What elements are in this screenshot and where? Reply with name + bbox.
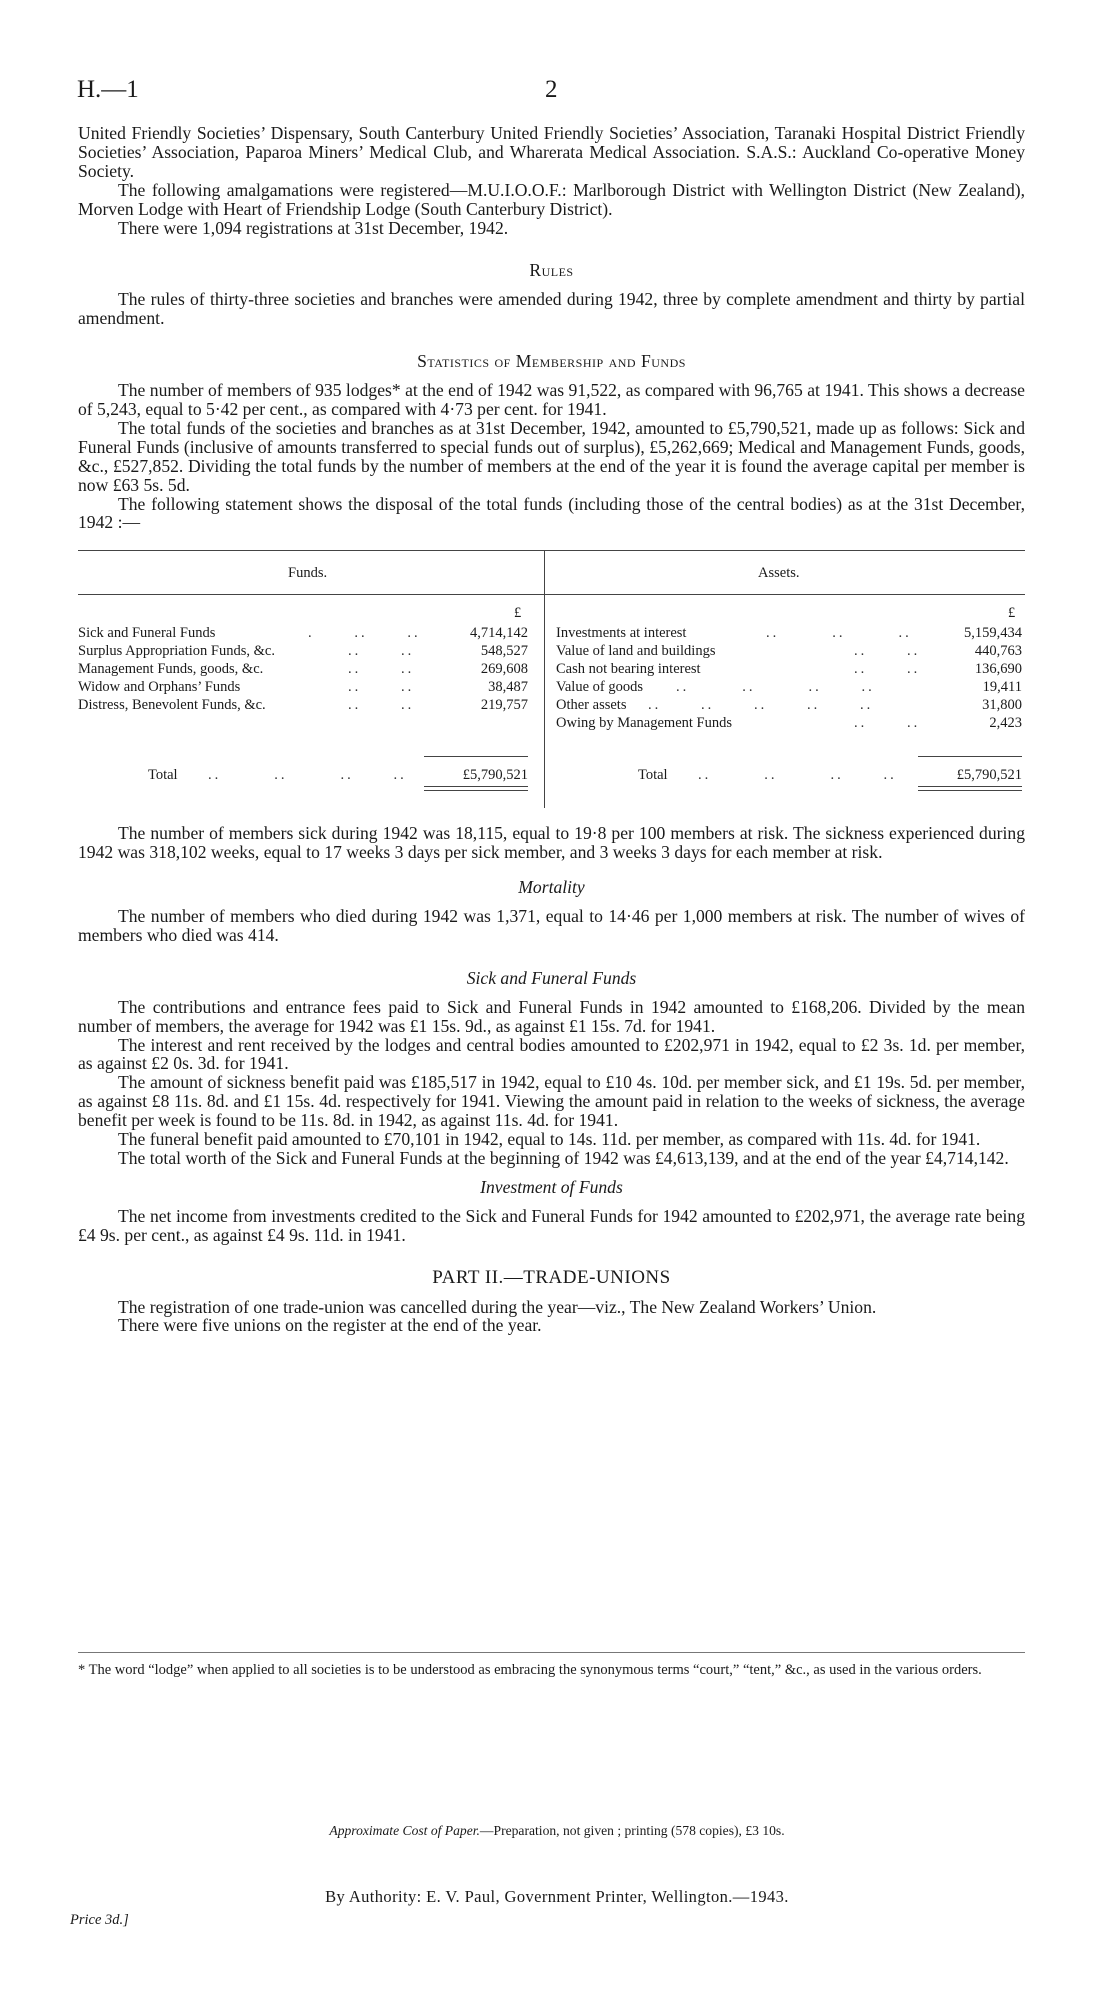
mortality-paragraph: The number of members who died during 1942 was 1,371, equal to 14·46 per 1,000 members at risk. The number of wives of members who died was 414. (78, 906, 1025, 945)
assets-total-value: £5,790,521 (956, 767, 1022, 784)
document-reference: H.—1 (77, 76, 139, 103)
assets-row-value: 19,411 (982, 679, 1022, 696)
investment-paragraph: The net income from investments credited to the Sick and Funeral Funds for 1942 amounted to £202,971, the average rate being £4 9s. per cent., as against £4 9s. 11d. in 1941. (78, 1205, 1025, 1245)
assets-currency-symbol: £ (1008, 605, 1016, 622)
funds-row-label: Sick and Funeral Funds (78, 625, 216, 642)
funds-total-label: Total (148, 767, 178, 784)
assets-row-value: 136,690 (974, 661, 1022, 678)
sick-funeral-paragraph-5: The total worth of the Sick and Funeral Funds at the beginning of 1942 was £4,613,139, and at the end of the year £4,714,142. (118, 1148, 1009, 1168)
cost-of-paper (0, 1823, 1114, 1839)
intro-paragraph-3: There were 1,094 registrations at 31st December, 1942. (118, 217, 509, 238)
statistics-heading: Statistics of Membership and Funds (417, 351, 686, 372)
sick-funeral-heading: Sick and Funeral Funds (466, 967, 637, 988)
statistics-paragraph-1: The number of members of 935 lodges* at the end of 1942 was 91,522, as compared with 96,765 at 1941. This shows a decrease of 5,243, equal to 5·42 per cent., as compared with 4·73 per cent. for 1941. (78, 380, 1025, 419)
sick-funeral-paragraph-3: The amount of sickness benefit paid was £185,517 in 1942, equal to £10 4s. 10d. per member sick, and £1 19s. 5d. per member, as against £8 11s. 8d. and £1 15s. 4d. respectively for 1941. Viewing the amount paid in relation to the weeks of sickness, the average benefit per week is found to be 11s. 8d. in 1942, as against 11s. 4d. for 1941. (78, 1072, 1025, 1131)
assets-row-label: Other assets (556, 697, 627, 714)
funds-row-label: Widow and Orphans’ Funds (78, 679, 241, 696)
statistics-paragraph-2: The total funds of the societies and branches as at 31st December, 1942, amounted to £5,790,521, made up as follows: Sick and Funeral Funds (inclusive of amounts transferred to special funds out of surplus), £5,262,669; Medical and Management Funds, goods, &c., £527,852. Dividing the total funds by the number of members at the end of the year it is found the average capital per member is now £63 5s. 5d. (78, 417, 1025, 495)
funds-row-label: Management Funds, goods, &c. (78, 661, 264, 678)
document-body (78, 124, 1025, 1335)
rules-heading: Rules (529, 260, 574, 281)
part-two-paragraph-1: The registration of one trade-union was cancelled during the year—viz., The New Zealand Workers’ Union. (118, 1296, 877, 1317)
cost-text: —Preparation, not given ; printing (578 copies), £3 10s. (479, 1823, 785, 1838)
assets-row-label: Value of land and buildings (556, 643, 716, 660)
rules-paragraph: The rules of thirty-three societies and branches were amended during 1942, three by complete amendment and thirty by partial amendment. (78, 289, 1025, 329)
sick-funeral-paragraph-1: The contributions and entrance fees paid to Sick and Funeral Funds in 1942 amounted to £168,206. Divided by the mean number of members, the average for 1942 was £1 15s. 9d., as against £1 15s. 7d. for 1941. (78, 996, 1025, 1036)
mortality-heading: Mortality (518, 877, 585, 898)
footnote-divider (78, 1652, 1025, 1653)
funds-column-header: Funds. (288, 565, 328, 582)
funds-row-value: 4,714,142 (470, 625, 528, 642)
assets-row-value: 2,423 (989, 715, 1022, 732)
funds-row-value: 219,757 (480, 697, 528, 714)
funds-total-value: £5,790,521 (462, 767, 528, 784)
sick-funeral-paragraph-4: The funeral benefit paid amounted to £70,101 in 1942, equal to 14s. 11d. per member, as compared with 11s. 4d. for 1941. (118, 1129, 981, 1150)
printer-imprint: By Authority: E. V. Paul, Government Printer, Wellington.—1943. (325, 1887, 789, 1906)
assets-row-value: 31,800 (982, 697, 1022, 714)
assets-row-value: 5,159,434 (964, 625, 1022, 642)
footnote: * The word “lodge” when applied to all societies is to be understood as embracing the synonymous terms “court,” “tent,” &c., as used in the various orders. (78, 1662, 982, 1678)
sickness-paragraph: The number of members sick during 1942 was 18,115, equal to 19·8 per 100 members at risk. The sickness experienced during 1942 was 318,102 weeks, equal to 17 weeks 3 days per sick member, and 3 weeks 3 days for each member at risk. (78, 823, 1025, 863)
page-number: 2 (545, 76, 558, 103)
assets-column-header: Assets. (758, 565, 800, 582)
cost-label: Approximate Cost of Paper. (329, 1823, 480, 1838)
funds-currency-symbol: £ (514, 605, 522, 622)
assets-row-label: Investments at interest (556, 625, 687, 642)
assets-row-label: Value of goods (556, 679, 643, 696)
funds-row-value: 269,608 (480, 661, 528, 678)
funds-row-value: 38,487 (488, 679, 528, 696)
assets-row-value: 440,763 (974, 643, 1022, 660)
part-two-heading: PART II.—TRADE-UNIONS (432, 1266, 671, 1288)
investment-heading: Investment of Funds (480, 1176, 623, 1197)
intro-paragraph-2: The following amalgamations were registered—M.U.I.O.O.F.: Marlborough District with Wellington District (New Zealand), Morven Lodge with Heart of Friendship Lodge (South Canterbury District). (78, 179, 1025, 219)
assets-total-label: Total (638, 767, 668, 784)
assets-row-label: Owing by Management Funds (556, 715, 732, 732)
part-two-paragraph-2: There were five unions on the register at the end of the year. (118, 1315, 542, 1336)
statistics-paragraph-3: The following statement shows the disposal of the total funds (including those of the central bodies) as at the 31st December, 1942 :— (78, 493, 1025, 533)
price-note: Price 3d.] (70, 1912, 129, 1928)
funds-row-label: Surplus Appropriation Funds, &c. (78, 643, 275, 660)
assets-row-label: Cash not bearing interest (556, 661, 701, 678)
funds-assets-table: Funds. Assets. £ £ Sick and Funeral Funds 4,714,142 Surplus Appropriation Funds, &c. 548,527 Management Funds, goods, &c. 269,608 Widow and Orphans’ Funds 38,487 Distress, Benevolent Funds, &c. 219,757 . .. .. .. .. .. .. .. .. .. .. Investments at interest 5,159,434 Value of land and buildings 440,763 Cash not bearing interest 136,690 Value of goods 19,411 Other assets 31,800 Owing by Management Funds 2,423 .. .. .. .. .. .. .. .. .. .. .. .. .. .. .. .. .. .. Total .. .. .. .. £5,790,521 Total .. .. .. .. £5,790,521 (78, 550, 1025, 808)
intro-paragraph-1: United Friendly Societies’ Dispensary, South Canterbury United Friendly Societies’ Association, Taranaki Hospital District Friendly Societies’ Association, Paparoa Miners’ Medical Club, and Wharerata Medical Association. S.A.S.: Auckland Co-operative Money Society. (78, 123, 1025, 181)
funds-row-label: Distress, Benevolent Funds, &c. (78, 697, 266, 714)
sick-funeral-paragraph-2: The interest and rent received by the lodges and central bodies amounted to £202,971 in 1942, equal to £2 3s. 1d. per member, as against £2 0s. 3d. for 1941. (78, 1034, 1025, 1074)
funds-row-value: 548,527 (480, 643, 528, 660)
